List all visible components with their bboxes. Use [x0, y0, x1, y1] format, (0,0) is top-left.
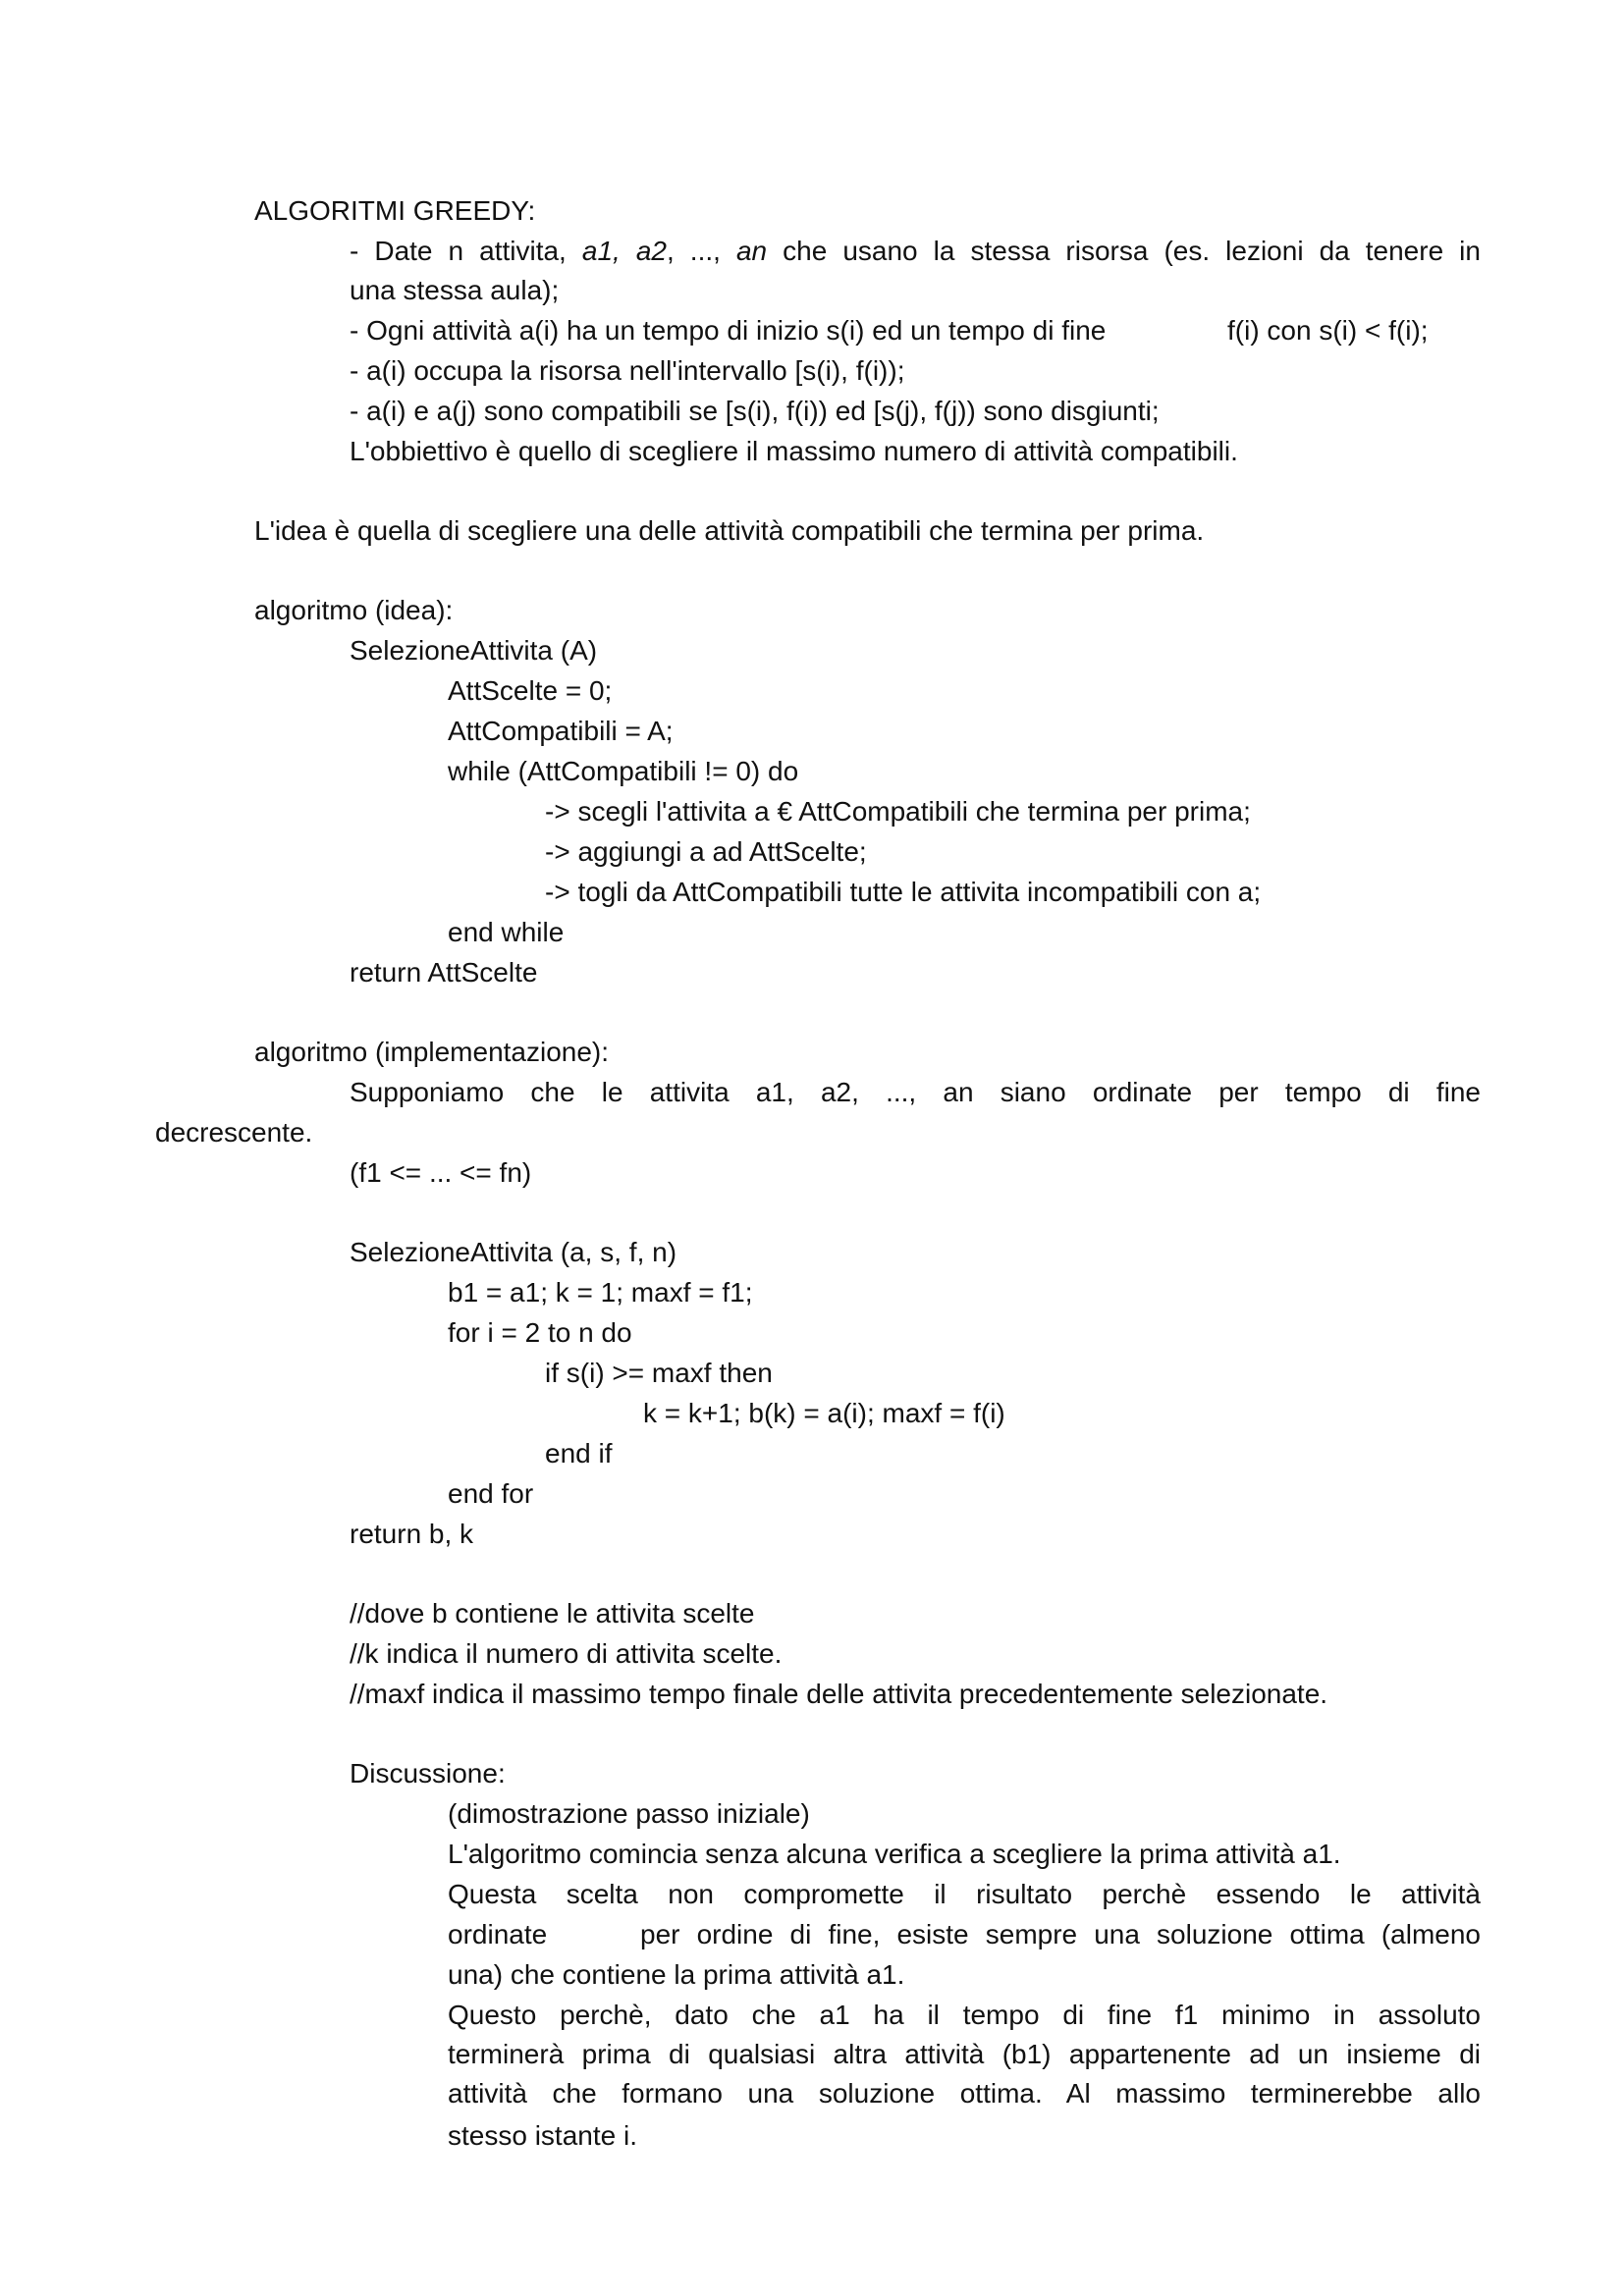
algo-impl-suppose [350, 1073, 1481, 1112]
discussion-paragraph-2 [448, 1875, 1481, 1914]
discussion-paragraph-3 [448, 1996, 1481, 2113]
code-comment: //maxf indica il massimo tempo finale delle attivita precedentemente selezionate. [350, 1679, 1328, 1709]
algo-impl-line: end if [545, 1438, 613, 1468]
intro-line-3b: f(i) con s(i) < f(i); [1227, 315, 1429, 346]
discussion-title: Discussione: [350, 1758, 506, 1789]
idea-statement: L'idea è quella di scegliere una delle attività compatibili che termina per prima. [254, 515, 1205, 546]
discussion-p3-line-3: attività che formano una soluzione ottima. Al massimo terminerebbe allo [448, 2078, 1481, 2109]
algo-idea-line: SelezioneAttivita (A) [350, 635, 598, 666]
algo-idea-line: end while [448, 917, 565, 947]
algo-idea-line: return AttScelte [350, 957, 538, 988]
algo-impl-suppose-line-1: Supponiamo che le attivita a1, a2, ..., an siano ordinate per tempo di fine [350, 1077, 1481, 1107]
algo-impl-order: (f1 <= ... <= fn) [350, 1157, 532, 1188]
intro-line-5: - a(i) e a(j) sono compatibili se [s(i), f(i)) ed [s(j), f(j)) sono disgiunti; [350, 396, 1160, 426]
code-comment: //k indica il numero di attivita scelte. [350, 1638, 783, 1669]
algo-impl-line: for i = 2 to n do [448, 1317, 632, 1348]
code-comment: //dove b contiene le attivita scelte [350, 1598, 755, 1629]
discussion-p3-line-2: terminerà prima di qualsiasi altra attività (b1) appartenente ad un insieme di [448, 2039, 1481, 2069]
discussion-p2-line-3: una) che contiene la prima attività a1. [448, 1959, 905, 1990]
algo-impl-line: k = k+1; b(k) = a(i); maxf = f(i) [643, 1398, 1005, 1428]
algo-impl-title: algoritmo (implementazione): [254, 1037, 610, 1067]
algo-impl-line: SelezioneAttivita (a, s, f, n) [350, 1237, 677, 1267]
intro-line-2: una stessa aula); [350, 275, 560, 305]
discussion-p3-line-4: stesso istante i. [448, 2120, 637, 2151]
algo-impl-line: end for [448, 1478, 534, 1509]
discussion-p2-line-2b-wrap [640, 1915, 1481, 1954]
discussion-subtitle: (dimostrazione passo iniziale) [448, 1798, 810, 1829]
intro-line-1: - Date n attivita, a1, a2, ..., an che usano la stessa risorsa (es. lezioni da tenere in [350, 236, 1481, 266]
algo-idea-line: -> togli da AttCompatibili tutte le attivita incompatibili con a; [545, 877, 1262, 907]
algo-impl-line: if s(i) >= maxf then [545, 1358, 773, 1388]
discussion-p2-line-2a: ordinate [448, 1919, 548, 1949]
intro-line-6: L'obbiettivo è quello di scegliere il massimo numero di attività compatibili. [350, 436, 1238, 466]
discussion-paragraph-1: L'algoritmo comincia senza alcuna verifica a scegliere la prima attività a1. [448, 1839, 1341, 1869]
algo-impl-suppose-line-2: decrescente. [155, 1117, 313, 1148]
algo-idea-line: AttScelte = 0; [448, 675, 613, 706]
discussion-p2-line-2b: per ordine di fine, esiste sempre una soluzione ottima (almeno [640, 1919, 1481, 1949]
algo-impl-line: return b, k [350, 1519, 474, 1549]
intro-line-3a: - Ogni attività a(i) ha un tempo di inizio s(i) ed un tempo di fine [350, 315, 1107, 346]
intro-line-4: - a(i) occupa la risorsa nell'intervallo [s(i), f(i)); [350, 355, 905, 386]
algo-idea-line: AttCompatibili = A; [448, 716, 674, 746]
section-heading: ALGORITMI GREEDY: [254, 195, 536, 226]
algo-idea-line: -> scegli l'attivita a € AttCompatibili che termina per prima; [545, 796, 1251, 827]
algo-idea-line: while (AttCompatibili != 0) do [448, 756, 799, 786]
discussion-p2-line-1: Questa scelta non compromette il risultato perchè essendo le attività [448, 1879, 1481, 1909]
algo-idea-title: algoritmo (idea): [254, 595, 454, 625]
algo-impl-line: b1 = a1; k = 1; maxf = f1; [448, 1277, 753, 1308]
algo-idea-line: -> aggiungi a ad AttScelte; [545, 836, 867, 867]
discussion-p3-line-1: Questo perchè, dato che a1 ha il tempo di fine f1 minimo in assoluto [448, 2000, 1481, 2030]
intro-paragraph [350, 232, 1481, 271]
